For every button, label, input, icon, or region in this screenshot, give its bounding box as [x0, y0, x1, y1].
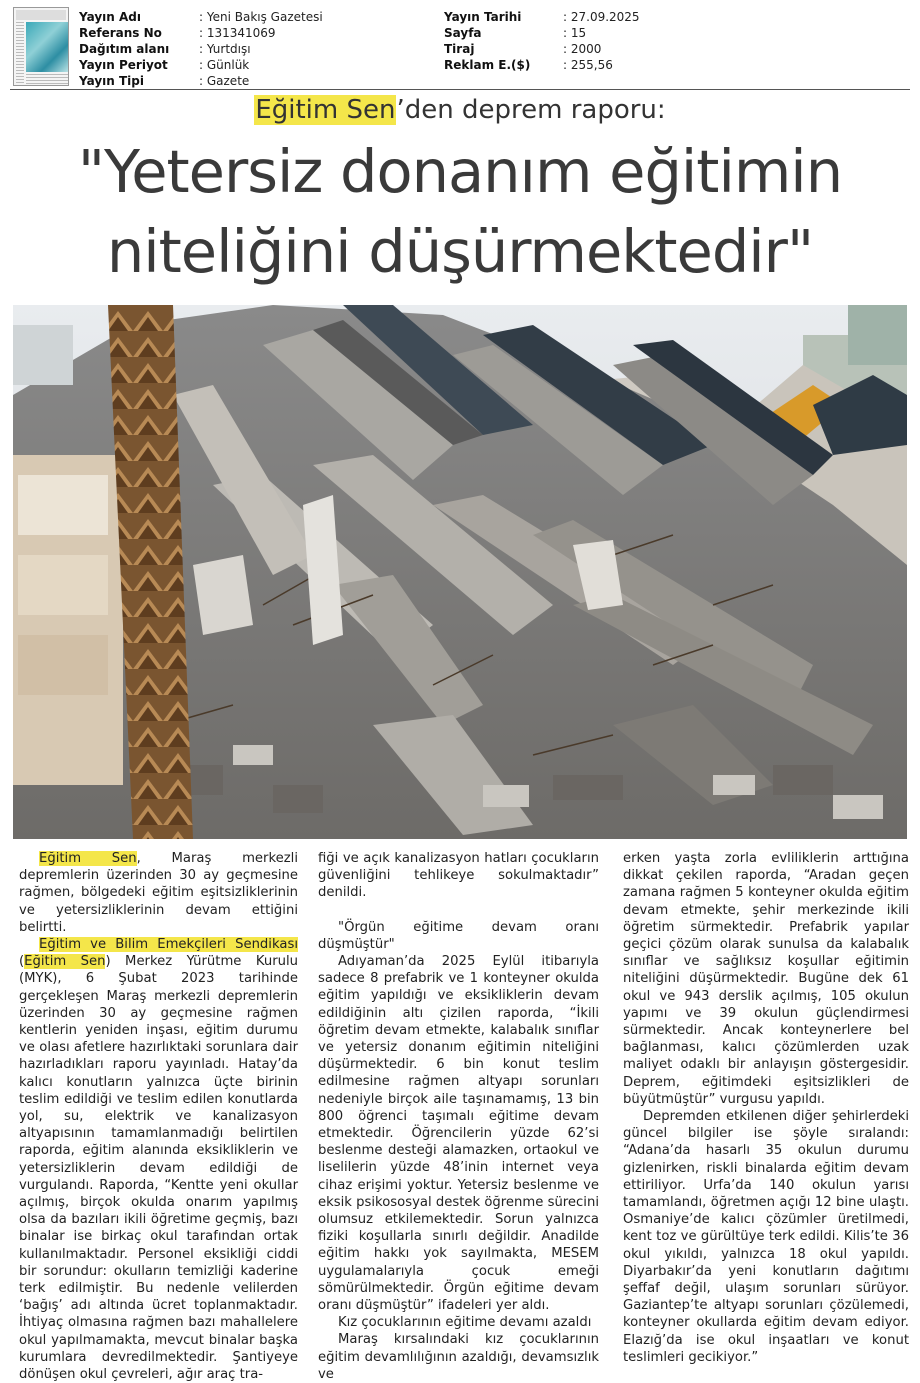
- subheading: Kız çocuklarının eğitime devamı azaldı: [338, 1315, 592, 1331]
- meta-row-reklam: Reklam E.($) : 255,56: [444, 58, 613, 72]
- article-column-1: [19, 850, 298, 1383]
- kicker-highlight: Eğitim Sen: [255, 95, 396, 125]
- paragraph: Adıyaman’da 2025 Eylül itibarıyla sadece 8 prefabrik ve 1 konteyner okulda eğitim yapıldığı ve eksikliklerin devam edildiğinin altı çizilen raporda, “İkili öğretim devam etmekte, kalabalık sınıflar ve yetersiz donanım eğitimin niteliğini düşürmektedir. 6 bin konut teslim edilmesine rağmen altyapı sorunları nedeniyle birçok aile taşınamamış, 13 bin 800 öğrenci taşımalı eğitime devam etmektedir. Öğrencilerin yüzde 62’si beslenme desteği alamazken, ortaokul ve liselilerin yüzde 48’inin internet veya cihaz erişimi yoktur. Yetersiz beslenme ve eksik psikososyal destek öğrenme sürecini olumsuz etkilemektedir. Sorun yalnızca fiziki koşullarla sınırlı değildir. Anadilde eğitim hakkı yok sayılmakta, MESEM uygulamalarıyla çocuk emeği sömürülmektedir. Örgün eğitime devam oranı düşmüştür” ifadeleri yer aldı.: [318, 954, 599, 1314]
- meta-row-yayin-periyot: Yayın Periyot : Günlük: [79, 58, 250, 72]
- meta-row-yayin-adi: Yayın Adı : Yeni Bakış Gazetesi: [79, 10, 323, 24]
- meta-row-tiraj: Tiraj : 2000: [444, 42, 602, 56]
- meta-row-yayin-tarihi: Yayın Tarihi : 27.09.2025: [444, 10, 640, 24]
- paragraph: erken yaşta zorla evliliklerin arttığına dikkat çekilen raporda, “Aradan geçen zamana rağmen 5 konteyner okulda eğitim devam etmekte, şehir merkezinde ikili öğretim sürmektedir. Prefabrik yapılar geçici çözüm olarak sunulsa da kalabalık sınıflar ve sağlıksız koşullar eğitimin niteliğini düşürmektedir. Bugüne dek 61 okul ve 943 derslik açılmış, 105 okulun yapımı ve 39 okulun güçlendirmesi sürmektedir. Ancak konteynerlere bel bağlanması, kalıcı çözümlerden uzak maliyet odaklı bir anlayışın göstergesidir. Deprem, eğitimdeki eşitsizlikleri de büyütmüştür” vurgusu yapıldı.: [623, 851, 909, 1107]
- meta-right: [444, 9, 640, 73]
- article-column-2: [318, 850, 599, 1383]
- article-column-3: [623, 850, 909, 1366]
- highlight-egitim-sen: Eğitim Sen: [24, 954, 106, 970]
- headline-line-1: "Yetersiz donanım eğitimin: [77, 137, 843, 206]
- meta-row-yayin-tipi: Yayın Tipi : Gazete: [79, 74, 250, 88]
- headline-line-2: niteliğini düşürmektedir": [106, 217, 814, 286]
- meta-left: [79, 9, 323, 89]
- highlight-egitim-sen: Eğitim Sen: [39, 851, 137, 866]
- kicker-rest: ’den deprem raporu:: [396, 95, 666, 125]
- meta-row-referans-no: Referans No : 131341069: [79, 26, 276, 40]
- paragraph: fiği ve açık kanalizasyon hatları çocukların güvenliğini tehlikeye sokulmaktadır” denildi.: [318, 851, 599, 901]
- article-headline: [10, 132, 910, 292]
- article-kicker: [0, 94, 920, 126]
- header-divider: [10, 89, 910, 90]
- paragraph: Depremden etkilenen diğer şehirlerdeki güncel bilgiler ise şöyle sıralandı: “Adana’da hasarlı 35 okulun durumu gizlenirken, riskli binalarda eğitim devam ettiriliyor. Urfa’da 140 okulun yarısı tamamlandı, öğretmen açığı 12 bine ulaştı. Osmaniye’de kalıcı çözümler üretilmedi, kent toz ve gürültüye terk edildi. Kilis’te 36 okul yıkıldı, yalnızca 18 okul yapıldı. Diyarbakır’da yeni konutların dağıtımı şeffaf değil, ulaşım sorunları sürüyor. Gaziantep’te altyapı sorunları çözülemedi, konteyner okullarda eğitim devam ediyor. Elazığ’da ise okul inşaatları ve konut teslimleri gecikiyor.”: [623, 1109, 909, 1365]
- paragraph: Eğitim Sen, Maraş merkezli depremlerin üzerinden 30 ay geçmesine rağmen, bölgedeki eğitim eşitsizliklerinin ve yetersizliklerinin devam ettiğini belirtti.: [19, 851, 298, 935]
- meta-row-sayfa: Sayfa : 15: [444, 26, 587, 40]
- paragraph: Eğitim ve Bilim Emekçileri Sendikası (Eğitim Sen) Merkez Yürütme Kurulu (MYK), 6 Şubat 2023 tarihinde gerçekleşen Maraş merkezli depremlerin üzerinden 30 ay geçmesine rağmen kentlerin yeniden inşası, eğitim durumu ve olası afetlere hazırlıktaki sorunlara dair hazırladıkları raporu yayınladı. Hatay’da kalıcı konutların yalnızca üçte birinin teslim edildiği ve teslim edilen konutlarda yol, su, elektrik ve kanalizasyon altyapısının tamamlanmadığı belirtilen raporda, eğitim alanında eksikliklerin ve yetersizliklerin devam edildiği de vurgulandı. Raporda, “Kentte yeni okullar açılmış, birçok okulda onarım yapılmış olsa da bazıları ikili öğretime geçmiş, bazı binalar ise birkaç okul tarafından ortak kullanılmaktadır. Personel eksikliği ciddi bir sorundur: okulların temizliği kaderine terk edilmiştir. Bu nedenle velilerden ‘bağış’ adı altında ücret toplanmaktadır. İhtiyaç olmasına rağmen bazı mahallelere okul yapılmamakta, mevcut binalar başka kurumlara devredilmektedir. Şantiyeye dönüşen okul çevreleri, ağır araç tra-: [19, 937, 298, 1383]
- paragraph: Maraş kırsalındaki kız çocuklarının eğitim devamlılığının azaldığı, devamsızlık ve: [318, 1332, 599, 1382]
- subheading: "Örgün eğitime devam oranı düşmüştür": [318, 919, 599, 952]
- highlight-sendika: Eğitim ve Bilim Emekçileri Sendikası: [39, 937, 298, 953]
- page-thumbnail: [13, 7, 69, 86]
- meta-row-dagitim-alani: Dağıtım alanı : Yurtdışı: [79, 42, 251, 56]
- earthquake-rubble-photo: [13, 305, 907, 839]
